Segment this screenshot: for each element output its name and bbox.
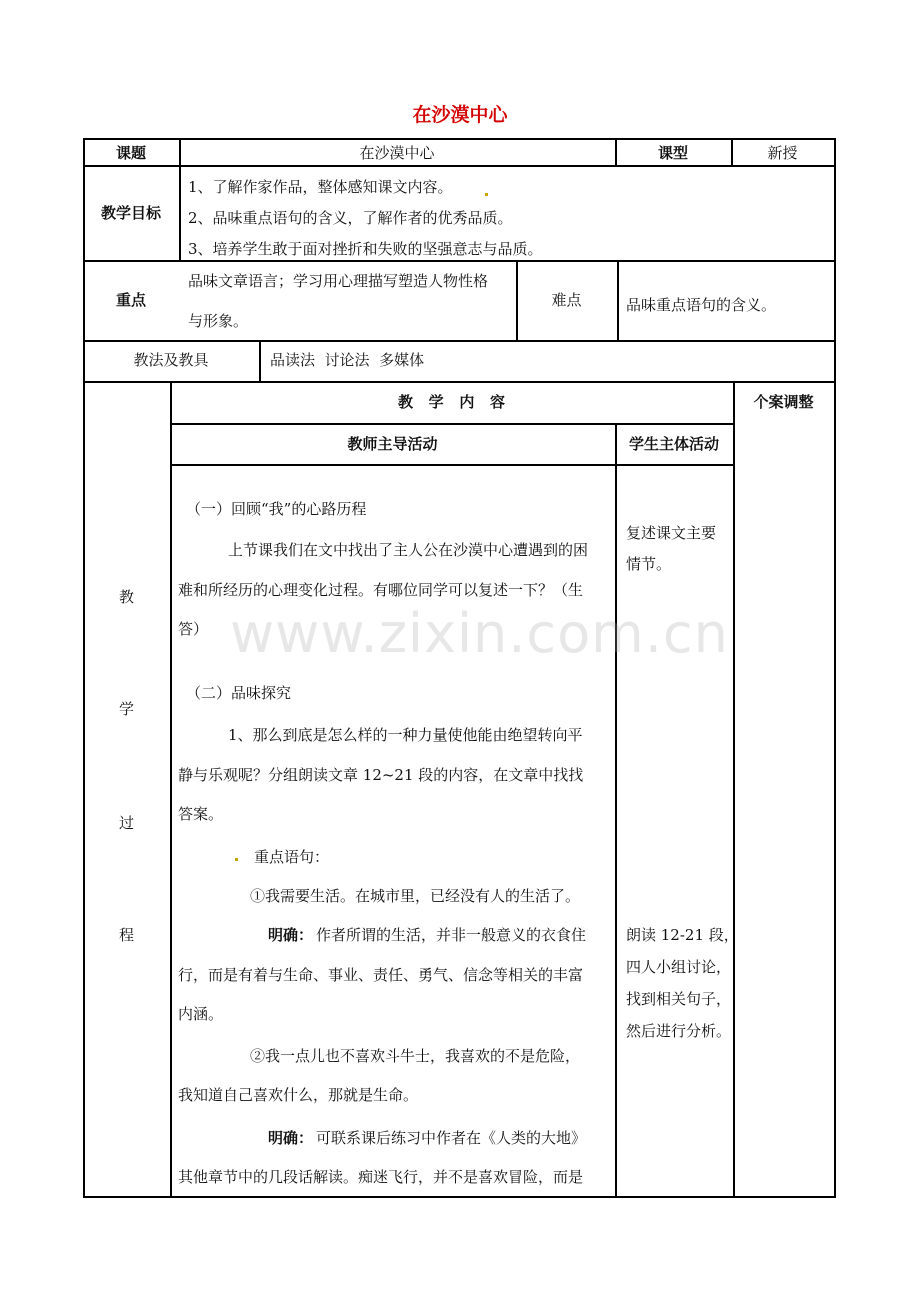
teacher-p4-l2: 静与乐观呢？分组朗读文章 12~21 段的内容，在文章中找找 xyxy=(178,766,584,784)
teacher-p2-l2: 难和所经历的心理变化过程。有哪位同学可以复述一下？（生 xyxy=(178,581,584,599)
teacher-p7-l1: 作者所谓的生活，并非一般意义的衣食住 xyxy=(316,926,587,944)
topic-value: 在沙漠中心 xyxy=(359,144,435,162)
methods-text: 品读法 讨论法 多媒体 xyxy=(270,351,425,369)
teacher-p7-label: 明确： xyxy=(268,926,314,944)
student-header: 学生主体活动 xyxy=(628,435,719,453)
teacher-p2-l1: 上节课我们在文中找出了主人公在沙漠中心遭遇到的困 xyxy=(228,541,589,559)
rule-6 xyxy=(170,464,734,466)
teacher-p5: 重点语句： xyxy=(254,848,330,866)
teacher-p3: （二）品味探究 xyxy=(186,684,292,702)
process-side-char-4: 程 xyxy=(118,926,134,944)
rule-4 xyxy=(83,381,836,383)
objective-1: 1、了解作家作品，整体感知课文内容。 xyxy=(188,178,453,196)
teacher-p9-l1: 可联系课后练习中作者在《人类的大地》 xyxy=(316,1129,587,1147)
teacher-p1: （一）回顾“我”的心路历程 xyxy=(186,500,367,518)
rule-bottom xyxy=(83,1196,836,1198)
teacher-p9-l2: 其他章节中的几段话解读。痴迷飞行，并不是喜欢冒险，而是 xyxy=(178,1168,584,1186)
topic-label: 课题 xyxy=(115,144,146,162)
focus-text-line2: 与形象。 xyxy=(188,312,249,330)
teacher-p8-l1: ②我一点儿也不喜欢斗牛士，我喜欢的不是危险， xyxy=(250,1047,581,1065)
student-a2-l4: 然后进行分析。 xyxy=(626,1022,732,1040)
difficulty-text: 品味重点语句的含义。 xyxy=(626,296,777,314)
process-side-char-1: 教 xyxy=(118,588,134,606)
scan-dot xyxy=(235,858,238,861)
teacher-p7-l2: 行，而是有着与生命、事业、责任、勇气、信念等相关的丰富 xyxy=(178,966,584,984)
rule-5 xyxy=(170,423,734,425)
objectives-label: 教学目标 xyxy=(100,204,161,222)
vrule-right xyxy=(834,138,836,1198)
content-header: 教 学 内 容 xyxy=(398,393,505,411)
student-a2-l1: 朗读 12-21 段， xyxy=(626,926,739,944)
vrule-r3-b xyxy=(617,260,619,340)
student-a1-l2: 情节。 xyxy=(626,555,672,573)
vrule-process-left xyxy=(170,381,172,1198)
vrule-process-right xyxy=(733,381,735,1198)
scan-dot xyxy=(485,193,488,196)
watermark: www.zixin.com.cn xyxy=(230,602,729,665)
adjust-header: 个案调整 xyxy=(753,393,814,411)
student-a1-l1: 复述课文主要 xyxy=(626,524,717,542)
process-side-char-3: 过 xyxy=(118,814,134,832)
teacher-p4-l1: 1、那么到底是怎么样的一种力量使他能由绝望转向平 xyxy=(228,726,583,744)
student-a2-l2: 四人小组讨论， xyxy=(626,958,732,976)
difficulty-label: 难点 xyxy=(551,291,582,309)
teacher-p2-l3: 答） xyxy=(178,620,209,638)
focus-text-line1: 品味文章语言；学习用心理描写塑造人物性格 xyxy=(188,272,489,290)
teacher-p6: ①我需要生活。在城市里，已经没有人的生活了。 xyxy=(250,887,581,905)
teacher-p7-l3: 内涵。 xyxy=(178,1005,224,1023)
type-value: 新授 xyxy=(767,144,798,162)
vrule-process-mid xyxy=(615,423,617,1198)
methods-label: 教法及教具 xyxy=(133,351,209,369)
teacher-p9-label: 明确： xyxy=(268,1129,314,1147)
rule-3 xyxy=(83,340,836,342)
type-label: 课型 xyxy=(657,144,688,162)
focus-label: 重点 xyxy=(115,291,146,309)
document-title: 在沙漠中心 xyxy=(412,104,508,126)
teacher-p8-l2: 我知道自己喜欢什么，那就是生命。 xyxy=(178,1086,419,1104)
objective-2: 2、品味重点语句的含义，了解作者的优秀品质。 xyxy=(188,209,513,227)
teacher-header: 教师主导活动 xyxy=(347,435,438,453)
vrule-r4 xyxy=(259,340,261,381)
teacher-p4-l3: 答案。 xyxy=(178,805,224,823)
objective-3: 3、培养学生敢于面对挫折和失败的坚强意志与品质。 xyxy=(188,240,543,258)
student-a2-l3: 找到相关句子， xyxy=(626,990,732,1008)
process-side-char-2: 学 xyxy=(118,700,134,718)
